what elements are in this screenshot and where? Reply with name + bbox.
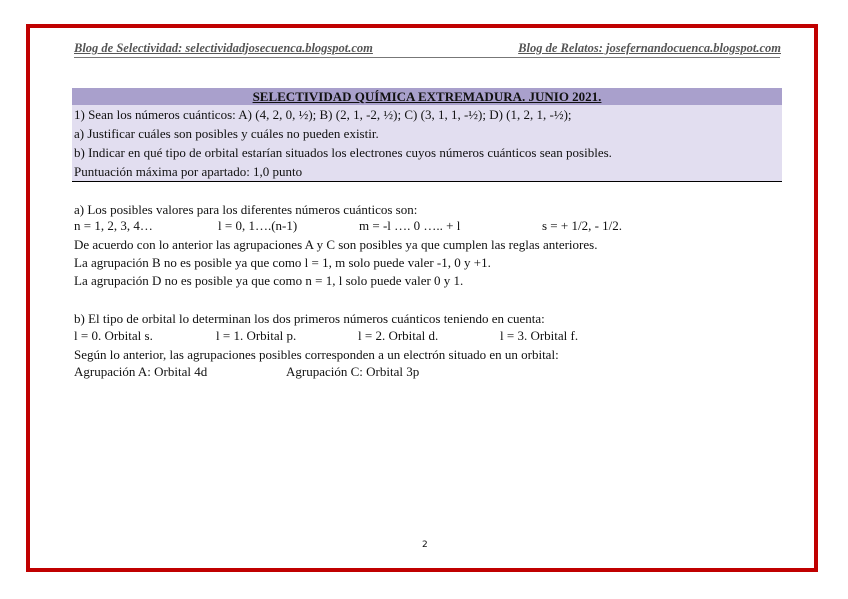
question-line-4: Puntuación máxima por apartado: 1,0 punto: [74, 164, 303, 179]
answer-b-intro: b) El tipo de orbital lo determinan los dos primeros números cuánticos teniendo en cuenta:: [74, 311, 545, 326]
question-line-1: 1) Sean los números cuánticos: A) (4, 2, 0, ½); B) (2, 1, -2, ½); C) (3, 1, 1, -½); D) (1, 2, 1, -½);: [74, 107, 572, 122]
relatos-blog-link[interactable]: Blog de Relatos: josefernandocuenca.blogspot.com: [518, 41, 781, 55]
question-box: [72, 88, 782, 182]
answer-a-intro: a) Los posibles valores para los diferentes números cuánticos son:: [74, 202, 418, 217]
rule-n: n = 1, 2, 3, 4…: [74, 218, 153, 233]
group-c-orbital: Agrupación C: Orbital 3p: [286, 364, 420, 379]
group-a-orbital: Agrupación A: Orbital 4d: [74, 364, 208, 379]
orbital-d: l = 2. Orbital d.: [358, 328, 439, 343]
orbital-types-row: [74, 328, 774, 345]
answer-a-line-3: La agrupación B no es posible ya que como l = 1, m solo puede valer -1, 0 y +1.: [74, 255, 491, 270]
question-title: SELECTIVIDAD QUÍMICA EXTREMADURA. JUNIO 2021.: [72, 88, 782, 105]
rule-l: l = 0, 1….(n-1): [218, 218, 298, 233]
page-number: 2: [422, 540, 428, 550]
groups-row: [74, 364, 774, 381]
quantum-rules-row: [74, 218, 774, 235]
orbital-s: l = 0. Orbital s.: [74, 328, 153, 343]
rule-m: m = -l …. 0 ….. + l: [359, 218, 461, 233]
orbital-f: l = 3. Orbital f.: [500, 328, 579, 343]
answer-a-line-2: De acuerdo con lo anterior las agrupaciones A y C son posibles ya que cumplen las reglas anteriores.: [74, 237, 598, 252]
question-line-2: a) Justificar cuáles son posibles y cuáles no pueden existir.: [74, 126, 379, 141]
page-frame: [26, 24, 818, 572]
selectividad-blog-link[interactable]: Blog de Selectividad: selectividadjosecuenca.blogspot.com: [74, 41, 373, 55]
orbital-p: l = 1. Orbital p.: [216, 328, 297, 343]
answer-a-line-4: La agrupación D no es posible ya que como n = 1, l solo puede valer 0 y 1.: [74, 273, 464, 288]
answer-b-line-2: Según lo anterior, las agrupaciones posibles corresponden a un electrón situado en un orbital:: [74, 347, 559, 362]
header-divider: [74, 57, 780, 58]
question-line-3: b) Indicar en qué tipo de orbital estarían situados los electrones cuyos números cuánticos sean posibles.: [74, 145, 612, 160]
rule-s: s = + 1/2, - 1/2.: [542, 218, 623, 233]
